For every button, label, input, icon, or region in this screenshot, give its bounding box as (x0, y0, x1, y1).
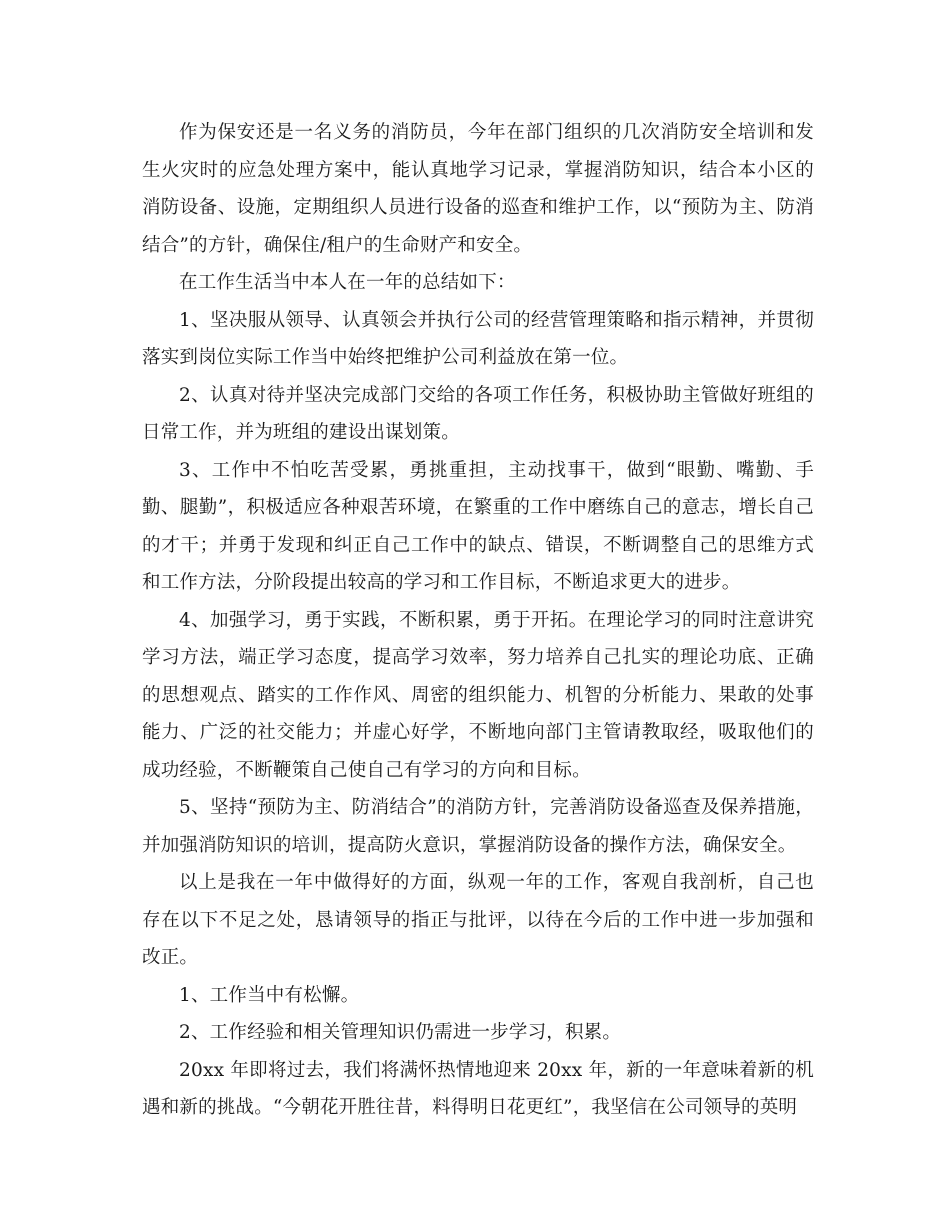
paragraph-item-5-fire-prevention: 5、坚持“预防为主、防消结合”的消防方针，完善消防设备巡查及保养措施，并加强消防知识的培训，提高防火意识，掌握消防设备的操作方法，确保安全。 (142, 797, 814, 856)
paragraph-shortcoming-1: 1、工作当中有松懈。 (179, 984, 360, 1006)
paragraph-item-3-hard-work: 3、工作中不怕吃苦受累，勇挑重担，主动找事干，做到“眼勤、嘴勤、手勤、腿勤”，积极适应各种艰苦环境，在繁重的工作中磨练自己的意志，增长自己的才干；并勇于发现和纠正自己工作中的缺点、错误，不断调整自己的思维方式和工作方法，分阶段提出较高的学习和工作目标，不断追求更大的进步。 (142, 459, 814, 593)
paragraph-fire-safety-duty: 作为保安还是一名义务的消防员，今年在部门组织的几次消防安全培训和发生火灾时的应急处理方案中，能认真地学习记录，掌握消防知识，结合本小区的消防设备、设施，定期组织人员进行设备的巡查和维护工作，以“预防为主、防消结合”的方针，确保住/租户的生命财产和安全。 (142, 122, 814, 256)
paragraph-shortcomings-intro: 以上是我在一年中做得好的方面，纵观一年的工作，客观自我剖析，自己也存在以下不足之处，恳请领导的指正与批评，以待在今后的工作中进一步加强和改正。 (142, 872, 814, 968)
paragraph-item-1-obey-leadership: 1、坚决服从领导、认真领会并执行公司的经营管理策略和指示精神，并贯彻落实到岗位实际工作当中始终把维护公司利益放在第一位。 (142, 309, 814, 368)
paragraph-outlook: 20xx 年即将过去，我们将满怀热情地迎来 20xx 年，新的一年意味着新的机遇和新的挑战。“今朝花开胜往昔，料得明日花更红”，我坚信在公司领导的英明 (142, 1059, 814, 1118)
paragraph-shortcoming-2: 2、工作经验和相关管理知识仍需进一步学习，积累。 (179, 1022, 622, 1043)
paragraph-summary-intro: 在工作生活当中本人在一年的总结如下： (179, 272, 516, 293)
paragraph-item-2-complete-tasks: 2、认真对待并坚决完成部门交给的各项工作任务，积极协助主管做好班组的日常工作，并为班组的建设出谋划策。 (142, 384, 814, 443)
paragraph-item-4-study: 4、加强学习，勇于实践，不断积累，勇于开拓。在理论学习的同时注意讲究学习方法，端正学习态度，提高学习效率，努力培养自己扎实的理论功底、正确的思想观点、踏实的工作作风、周密的组织能力、机智的分析能力、果敢的处事能力、广泛的社交能力；并虚心好学，不断地向部门主管请教取经，吸取他们的成功经验，不断鞭策自己使自己有学习的方向和目标。 (142, 609, 814, 781)
document-body (142, 114, 814, 1127)
